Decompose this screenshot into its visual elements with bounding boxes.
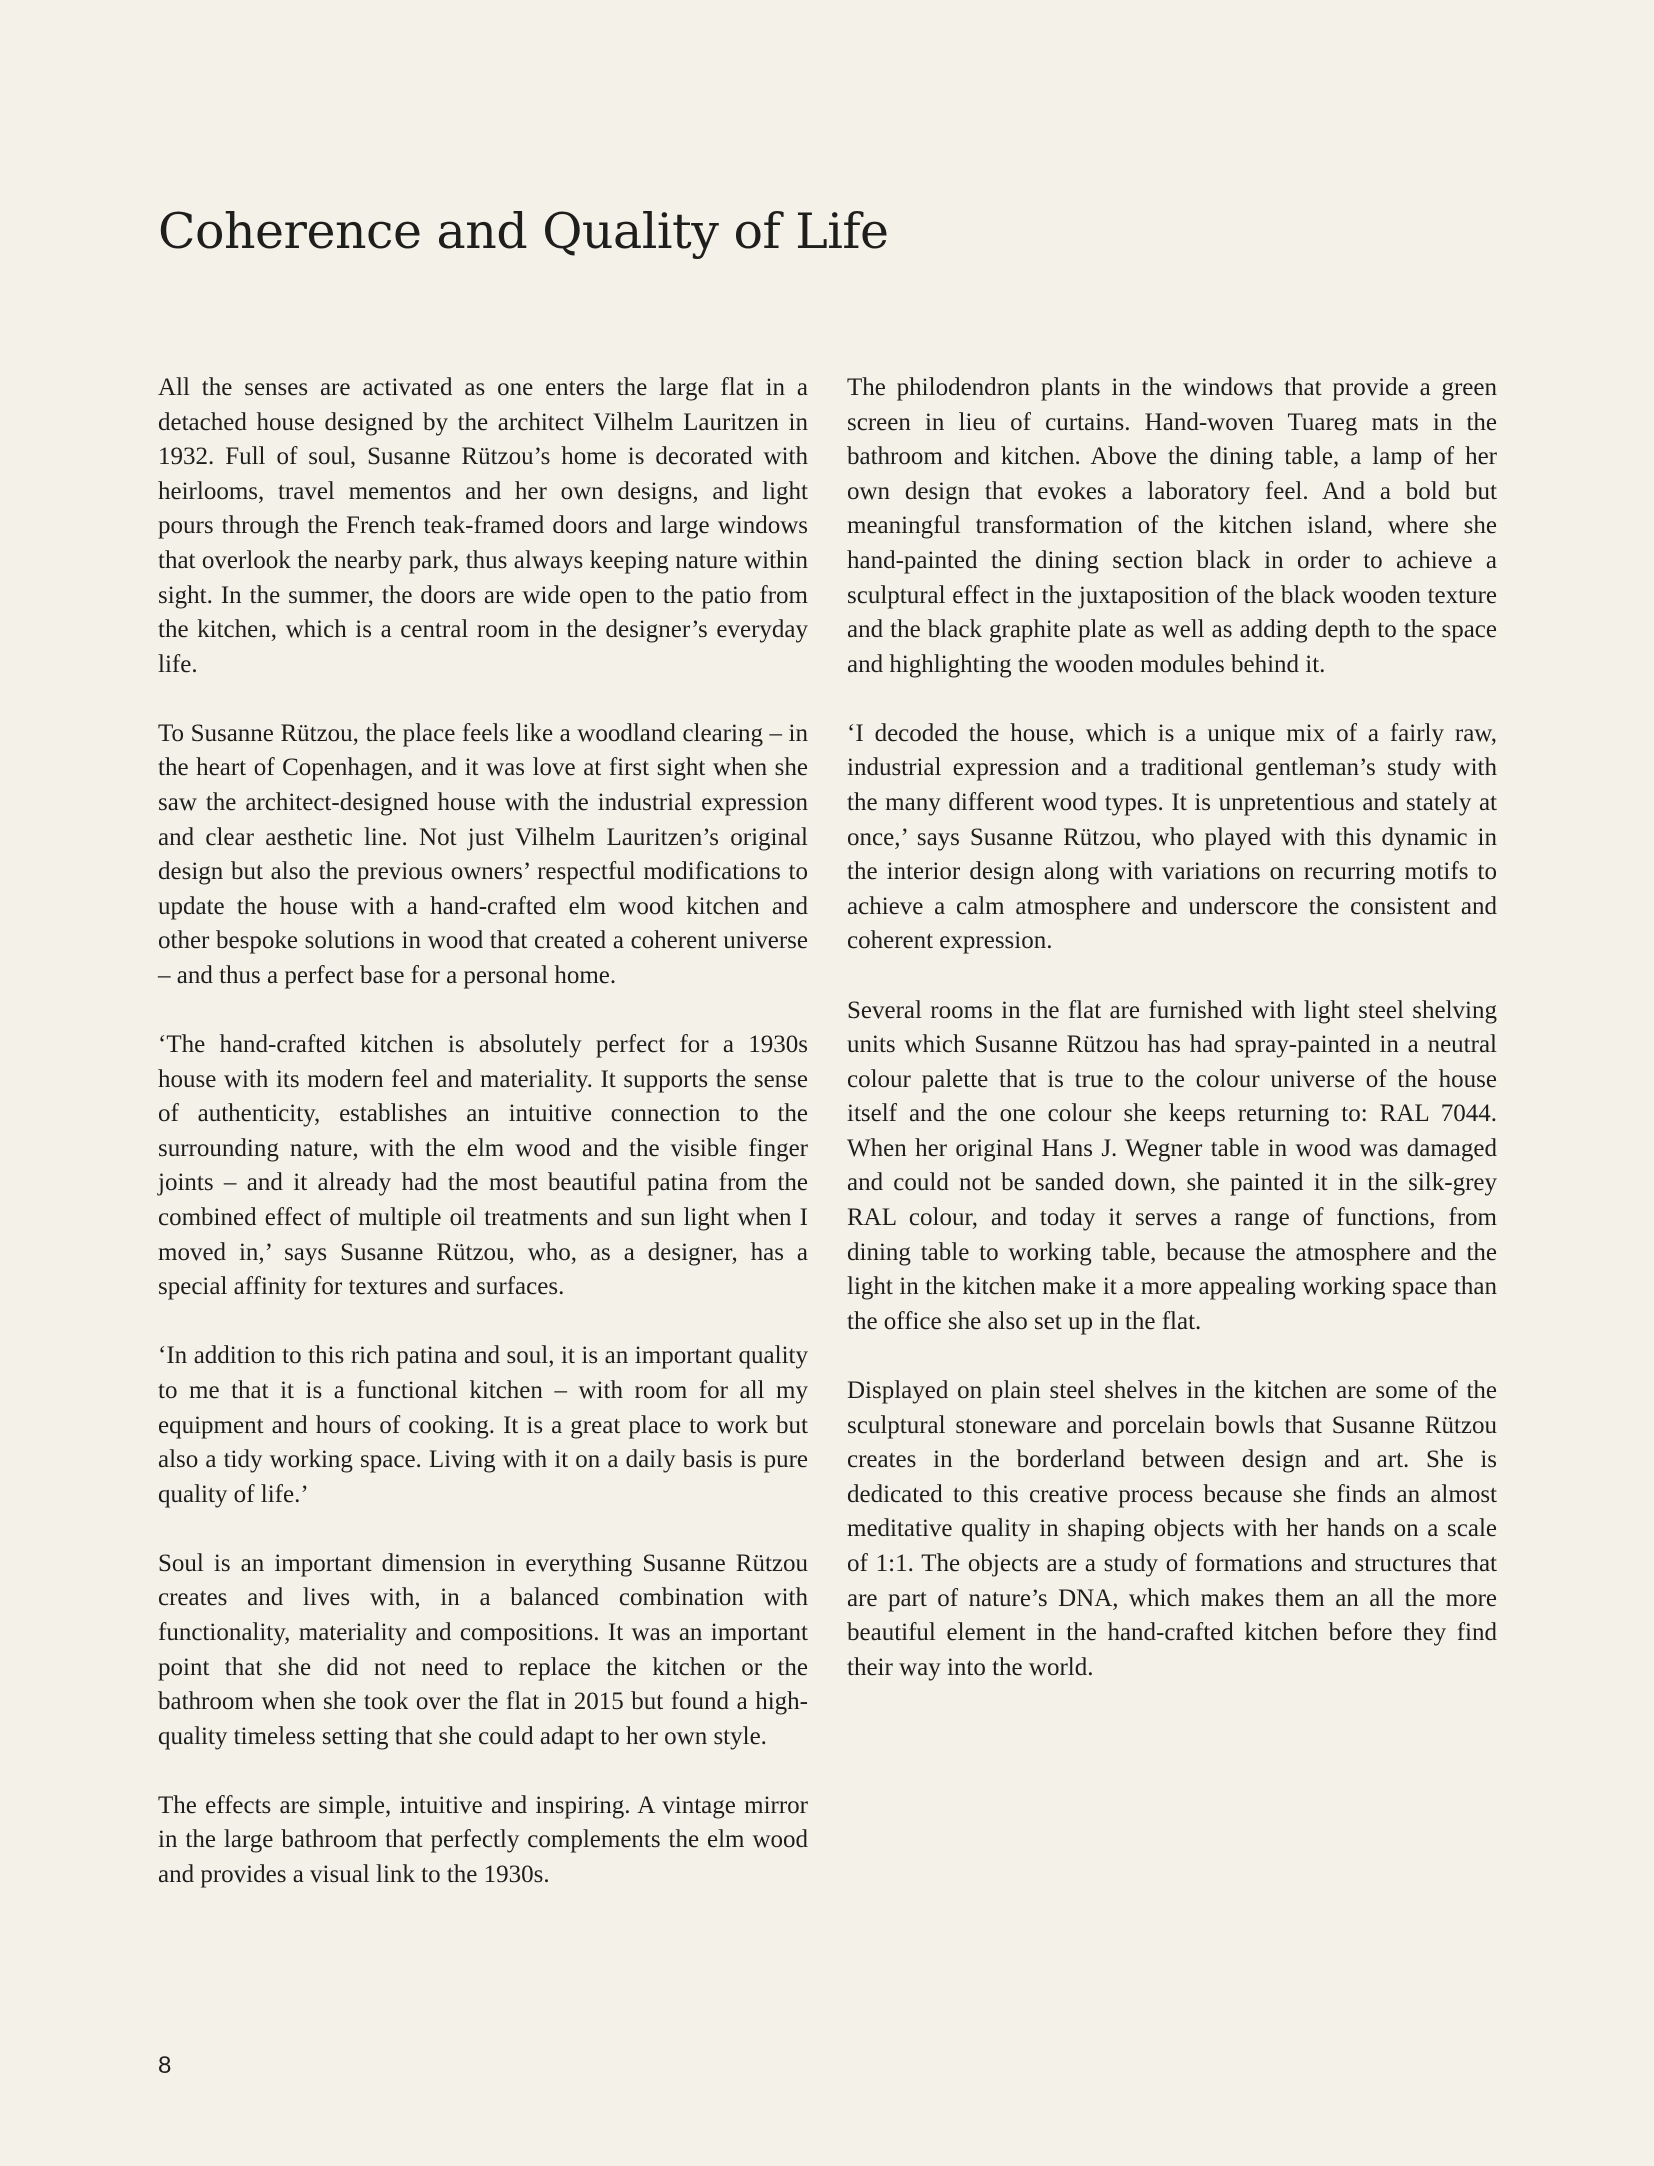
paragraph: ‘In addition to this rich patina and soul, it is an important quality to me that it is a functional kitchen – with room for all my equipment and hours of cooking. It is a great place to work but also a tidy working space. Living with it on a daily basis is pure quality of life.’ (158, 1342, 808, 1508)
left-column (158, 371, 808, 1927)
right-column (847, 371, 1497, 1720)
page-number: 8 (158, 2052, 172, 2079)
paragraph: Soul is an important dimension in everything Susanne Rützou creates and lives with, in a balanced combination with functionality, materiality and compositions. It was an important point that she did not need to replace the kitchen or the bathroom when she took over the flat in 2015 but found a high-quality timeless setting that she could adapt to her own style. (158, 1549, 808, 1750)
paragraph: The philodendron plants in the windows that provide a green screen in lieu of curtains. Hand-woven Tuareg mats in the bathroom and kitchen. Above the dining table, a lamp of her own design that evokes a laboratory feel. And a bold but meaningful transformation of the kitchen island, where she hand-painted the dining section black in order to achieve a sculptural effect in the juxtaposition of the black wooden texture and the black graphite plate as well as adding depth to the space and highlighting the wooden modules behind it. (847, 374, 1497, 678)
paragraph: To Susanne Rützou, the place feels like a woodland clearing – in the heart of Copenhagen, and it was love at first sight when she saw the architect-designed house with the industrial expression and clear aesthetic line. Not just Vilhelm Lauritzen’s original design but also the previous owners’ respectful modifications to update the house with a hand-crafted elm wood kitchen and other bespoke solutions in wood that created a coherent universe – and thus a perfect base for a personal home. (158, 719, 808, 989)
paragraph: ‘The hand-crafted kitchen is absolutely perfect for a 1930s house with its modern feel and materiality. It supports the sense of authenticity, establishes an intuitive connection to the surrounding nature, with the elm wood and the visible finger joints – and it already had the most beautiful patina from the combined effect of multiple oil treatments and sun light when I moved in,’ says Susanne Rützou, who, as a designer, has a special affinity for textures and surfaces. (158, 1031, 808, 1301)
paragraph: Several rooms in the flat are furnished with light steel shelving units which Susanne Rützou has had spray-painted in a neutral colour palette that is true to the colour universe of the house itself and the one colour she keeps returning to: RAL 7044. When her original Hans J. Wegner table in wood was damaged and could not be sanded down, she painted it in the silk-grey RAL colour, and today it serves a range of functions, from dining table to working table, because the atmosphere and the light in the kitchen make it a more appealing working space than the office she also set up in the flat. (847, 996, 1497, 1335)
paragraph: Displayed on plain steel shelves in the kitchen are some of the sculptural stoneware and porcelain bowls that Susanne Rützou creates in the borderland between design and art. She is dedicated to this creative process because she finds an almost meditative quality in shaping objects with her hands on a scale of 1:1. The objects are a study of formations and structures that are part of nature’s DNA, which makes them an all the more beautiful element in the hand-crafted kitchen before they find their way into the world. (847, 1376, 1497, 1681)
paragraph: All the senses are activated as one enters the large flat in a detached house designed by the architect Vilhelm Lauritzen in 1932. Full of soul, Susanne Rützou’s home is decorated with heirlooms, travel mementos and her own designs, and light pours through the French teak-framed doors and large windows that overlook the nearby park, thus always keeping nature within sight. In the summer, the doors are wide open to the patio from the kitchen, which is a central room in the designer’s everyday life. (158, 374, 808, 678)
page-title: Coherence and Quality of Life (158, 203, 889, 260)
paragraph: ‘I decoded the house, which is a unique mix of a fairly raw, industrial expression and a traditional gentleman’s study with the many different wood types. It is unpretentious and stately at once,’ says Susanne Rützou, who played with this dynamic in the interior design along with variations on recurring motifs to achieve a calm atmosphere and underscore the consistent and coherent expression. (847, 719, 1497, 955)
paragraph: The effects are simple, intuitive and inspiring. A vintage mirror in the large bathroom that perfectly complements the elm wood and provides a visual link to the 1930s. (158, 1791, 808, 1889)
